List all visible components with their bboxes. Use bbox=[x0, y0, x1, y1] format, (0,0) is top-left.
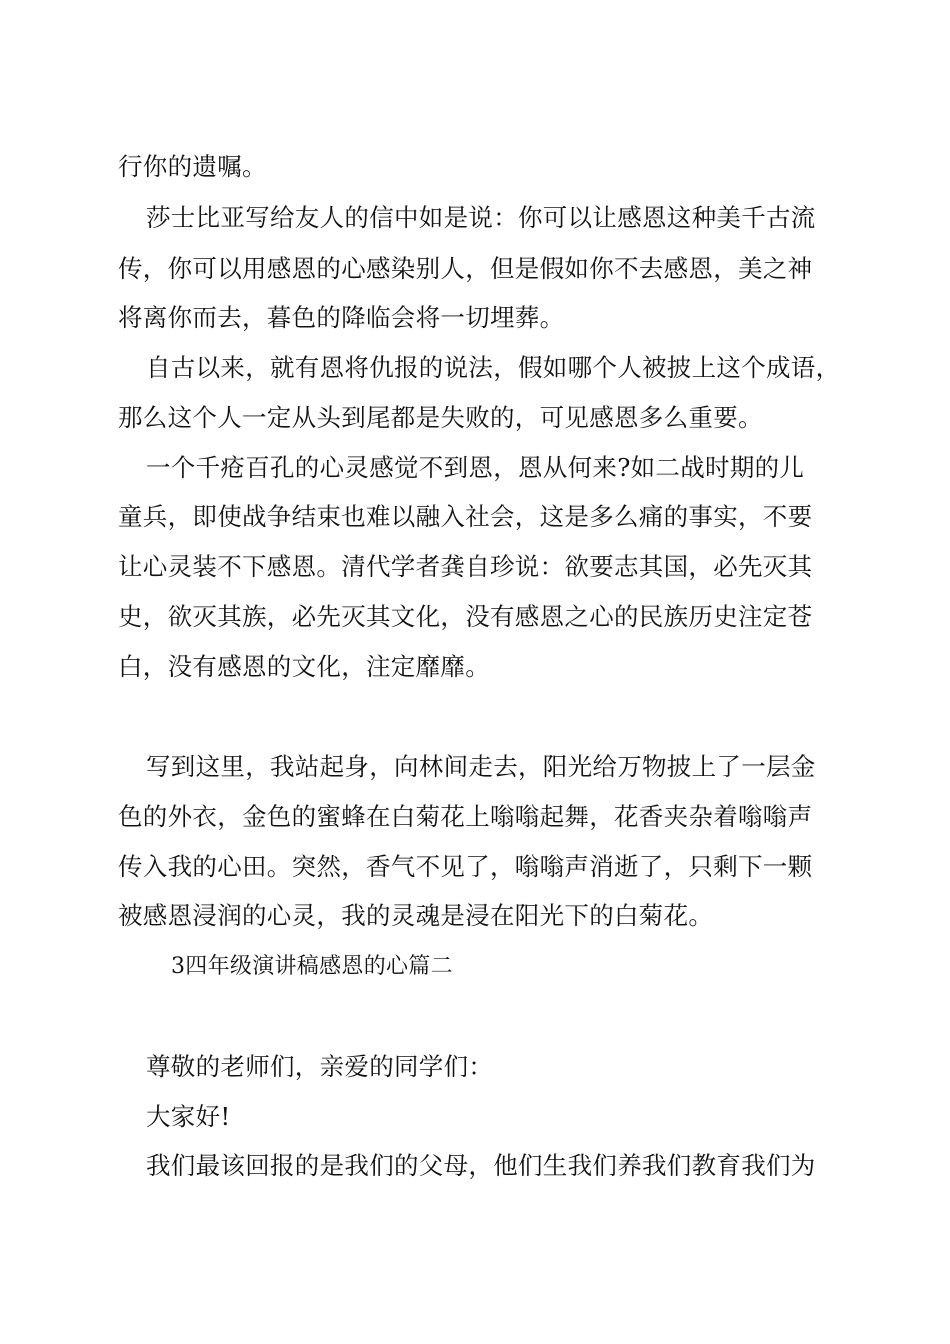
text-line: 童兵，即使战争结束也难以融入社会，这是多么痛的事实，不要 bbox=[118, 502, 813, 531]
paragraph-start-line: 自古以来，就有恩将仇报的说法，假如哪个人被披上这个成语， bbox=[146, 353, 841, 382]
text-line: 传入我的心田。突然，香气不见了，嗡嗡声消逝了，只剩下一颗 bbox=[118, 852, 813, 881]
section-heading: 3四年级演讲稿感恩的心篇二 bbox=[171, 954, 453, 979]
text-line: 色的外衣，金色的蜜蜂在白菊花上嗡嗡起舞，花香夹杂着嗡嗡声 bbox=[118, 802, 813, 831]
text-line: 行你的遗嘱。 bbox=[118, 152, 267, 181]
text-line: 那么这个人一定从头到尾都是失败的，可见感恩多么重要。 bbox=[118, 403, 763, 432]
text-line: 让心灵装不下感恩。清代学者龚自珍说：欲要志其国，必先灭其 bbox=[118, 552, 813, 581]
paragraph-start-line: 写到这里，我站起身，向林间走去，阳光给万物披上了一层金 bbox=[146, 752, 816, 781]
greeting-line: 大家好! bbox=[146, 1102, 231, 1131]
text-line: 史，欲灭其族，必先灭其文化，没有感恩之心的民族历史注定苍 bbox=[118, 602, 813, 631]
paragraph-start-line: 一个千疮百孔的心灵感觉不到恩，恩从何来?如二战时期的儿 bbox=[146, 453, 805, 482]
paragraph-start-line: 我们最该回报的是我们的父母，他们生我们养我们教育我们为 bbox=[146, 1151, 816, 1180]
text-line: 被感恩浸润的心灵，我的灵魂是浸在阳光下的白菊花。 bbox=[118, 901, 714, 930]
text-line: 将离你而去，暮色的降临会将一切埋葬。 bbox=[118, 303, 565, 332]
text-line: 传，你可以用感恩的心感染别人，但是假如你不去感恩，美之神 bbox=[118, 254, 813, 283]
paragraph-start-line: 莎士比亚写给友人的信中如是说：你可以让感恩这种美千古流 bbox=[146, 203, 816, 232]
salutation-line: 尊敬的老师们，亲爱的同学们： bbox=[146, 1052, 494, 1081]
text-line: 白，没有感恩的文化，注定靡靡。 bbox=[118, 652, 490, 681]
